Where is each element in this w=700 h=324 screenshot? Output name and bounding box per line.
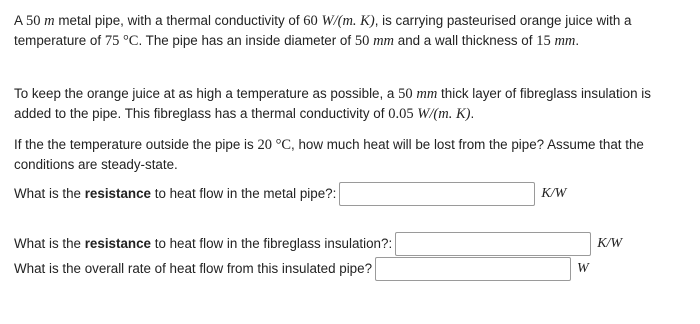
math-unit: m — [44, 13, 55, 29]
question-heat-flow-rate — [14, 257, 589, 281]
question-fibreglass-resistance — [14, 232, 622, 256]
bold-text: resistance — [84, 186, 151, 201]
text: What is the — [14, 186, 81, 201]
text: To keep the orange juice at as high a temperature as possible, a — [14, 86, 395, 101]
problem-paragraph-1 — [14, 11, 690, 51]
text: . The pipe has an inside diameter of — [138, 33, 352, 48]
text: , how much heat will be lost from the pipe? Assume that the conditions are steady-state. — [14, 137, 644, 172]
question-label — [14, 234, 392, 254]
problem-paragraph-3 — [14, 135, 690, 175]
text: metal pipe, with a thermal conductivity of — [58, 13, 300, 28]
text: to heat flow in the metal pipe?: — [154, 186, 337, 201]
text: What is the overall rate of heat flow from this insulated pipe? — [14, 261, 373, 276]
text: . — [575, 33, 580, 48]
math-unit: W/(m. K) — [417, 106, 471, 122]
text: thick layer of fibreglass insulation is added to the pipe. This fibreglass has a thermal conductivity of — [14, 86, 651, 121]
answer-input-fibreglass-resistance[interactable] — [395, 232, 591, 256]
math-unit: W/(m. K) — [321, 13, 375, 29]
bold-text: resistance — [84, 236, 151, 251]
unit-label: K/W — [597, 236, 623, 251]
question-label — [14, 259, 372, 279]
unit-label: K/W — [541, 186, 567, 201]
math-unit: mm — [373, 33, 395, 49]
math-value: 60 — [303, 13, 318, 29]
text: What is the — [14, 236, 81, 251]
math-value: 0.05 — [388, 106, 414, 122]
unit-label: W — [577, 261, 589, 276]
math-value: 50 — [398, 86, 413, 102]
math-unit: mm — [554, 33, 576, 49]
math-value: 75 °C — [104, 33, 139, 49]
math-value: 50 — [25, 13, 41, 29]
answer-input-heat-flow[interactable] — [375, 257, 571, 281]
text: , is carrying pasteurised orange juice with a temperature of — [14, 13, 632, 48]
text: If the the temperature outside the pipe is — [14, 137, 254, 152]
question-metal-pipe-resistance — [14, 182, 566, 206]
text: . — [470, 106, 475, 121]
question-label — [14, 184, 336, 204]
math-value: 50 — [354, 33, 370, 49]
text: A — [14, 13, 23, 28]
math-value: 20 °C — [257, 137, 292, 153]
math-unit: mm — [416, 86, 438, 102]
text: and a wall thickness of — [397, 33, 533, 48]
math-value: 15 — [536, 33, 551, 49]
answer-input-metal-resistance[interactable] — [339, 182, 535, 206]
text: to heat flow in the fibreglass insulation?: — [154, 236, 393, 251]
problem-paragraph-2 — [14, 84, 690, 124]
